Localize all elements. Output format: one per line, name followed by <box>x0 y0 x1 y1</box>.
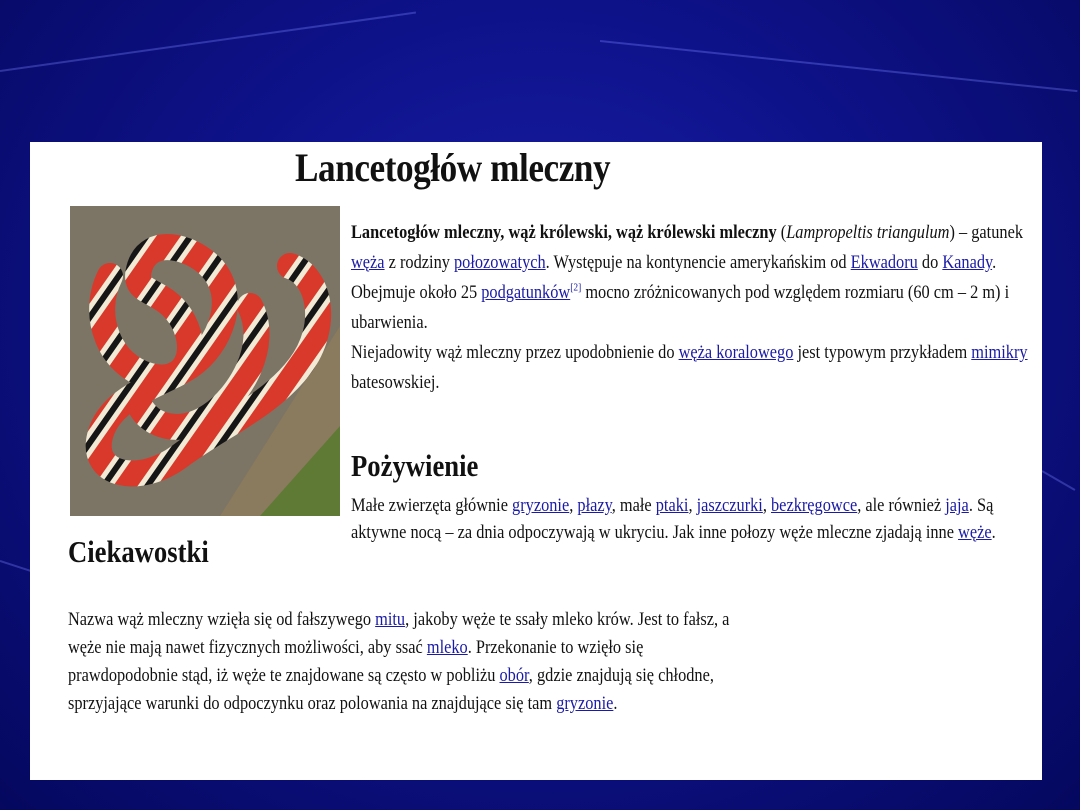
text: , <box>569 495 578 516</box>
text: . Są aktywne nocą – za dnia odpoczywają w ukryciu. Jak inne połozy węże mleczne zjadają inne <box>351 495 994 543</box>
link-jaja[interactable]: jaja <box>945 495 969 516</box>
link-jaszczurki[interactable]: jaszczurki <box>696 495 763 516</box>
article-title: Lancetogłów mleczny <box>295 145 611 190</box>
text: , <box>688 495 697 516</box>
link-podgatunki[interactable]: podgatunków <box>481 282 571 303</box>
link-kanada[interactable]: Kanady <box>942 252 993 273</box>
food-paragraph <box>351 492 1039 546</box>
text: , gdzie znajdują się chłodne, sprzyjające warunki do odpoczynku oraz polowania na znajdujące się tam <box>68 665 714 714</box>
link-plazy[interactable]: płazy <box>577 495 612 516</box>
link-mleko[interactable]: mleko <box>426 637 468 658</box>
text: , małe <box>611 495 656 516</box>
text: do <box>917 252 943 273</box>
section-heading-pozywienie: Pożywienie <box>351 448 479 483</box>
text: ( <box>776 222 787 243</box>
reference-link[interactable]: [2] <box>570 281 582 294</box>
link-weza[interactable]: węża <box>351 252 385 273</box>
text: . Przekonanie to wzięło się prawdopodobnie stąd, iż węże te znajdowane są często w pobliżu <box>68 637 644 686</box>
section-heading-ciekawostki: Ciekawostki <box>68 534 209 569</box>
text: batesowskiej. <box>351 372 440 393</box>
link-koralowy[interactable]: węża koralowego <box>678 342 794 363</box>
text: . Występuje na kontynencie amerykańskim od <box>545 252 851 273</box>
text: mocno zróżnicowanych pod względem rozmiaru (60 cm – 2 m) i ubarwienia. <box>351 282 1010 333</box>
species-names: Lancetogłów mleczny, wąż królewski, wąż królewski mleczny <box>351 222 777 243</box>
background-streak <box>600 40 1078 92</box>
latin-name: Lampropeltis triangulum <box>786 222 950 243</box>
text: , ale również <box>857 495 946 516</box>
link-polozowate[interactable]: połozowatych <box>453 252 546 273</box>
text: Niejadowity wąż mleczny przez upodobnienie do <box>351 342 679 363</box>
text: . Obejmuje około 25 <box>351 252 997 303</box>
link-weze[interactable]: węże <box>958 522 992 543</box>
intro-paragraph <box>351 218 1039 398</box>
background-streak <box>1042 470 1076 491</box>
snake-image-icon <box>70 206 340 516</box>
link-gryzonie[interactable]: gryzonie <box>512 495 570 516</box>
text: . <box>613 693 618 714</box>
link-gryzonie-2[interactable]: gryzonie <box>556 693 614 714</box>
milk-snake-photo <box>70 206 340 516</box>
text: . <box>991 522 996 543</box>
text: Małe zwierzęta głównie <box>351 495 513 516</box>
link-bezkregowce[interactable]: bezkręgowce <box>771 495 858 516</box>
text: ) <box>949 222 955 243</box>
link-mitu[interactable]: mitu <box>375 609 406 630</box>
link-obor[interactable]: obór <box>499 665 529 686</box>
text: , jakoby węże te ssały mleko krów. Jest to fałsz, a węże nie mają nawet fizycznych możliwości, aby ssać <box>68 609 730 658</box>
text: Nazwa wąż mleczny wzięła się od fałszywego <box>68 609 376 630</box>
text: – gatunek <box>954 222 1023 243</box>
link-ekwador[interactable]: Ekwadoru <box>850 252 918 273</box>
wiki-article-panel <box>30 142 1042 780</box>
text: , <box>762 495 772 516</box>
link-ptaki[interactable]: ptaki <box>655 495 689 516</box>
link-mimikra[interactable]: mimikry <box>971 342 1028 363</box>
text: jest typowym przykładem <box>793 342 972 363</box>
text: z rodziny <box>384 252 454 273</box>
facts-paragraph <box>68 606 756 718</box>
background-streak <box>0 12 416 72</box>
